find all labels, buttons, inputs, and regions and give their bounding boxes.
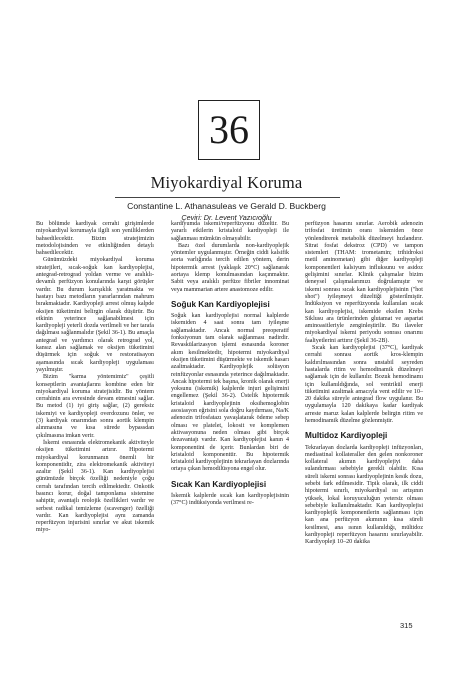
text-column-3 xyxy=(305,221,423,547)
paragraph: İskemi esnasında elektromekanik aktiviteyle oksijen tüketimini artırır. Hipotermi miyokardiyal korunmanın önemli bir komponentidir, zira elektromekanik aktiviteyi azaltır (Şekil 36-1). Kan kardiyoplejisi günümüzde birçok özelliği nedeniyle çoğu cerrah tarafından tercih edilmektedir. Onkotik basıncı korur, doğal tamponlama sistemine sahiptir, avantajlı reolojik özellikleri vardır ve serbest radikal temizleme (scavenger) özelliği vardır. Kan kardiyoplejisi aynı zamanda reperfüzyon injurisini sınırlar ve akut iskemik miyo- xyxy=(36,439,154,534)
paragraph: Tekrarlayan dozlarda kardiyopleji infüzyonları, mediastinal kollateraller den gelen nonkoroner kollateral akımın kardiyoplejiyi daha sulandırması sebebiyle gerekli olabilir. Kısa süreli iskemi sonrası kardiyoplejinin kesik dozu, sebebi fark edilmesidir. Tipik olarak, ilk ciddi hipotermi sınırlı, miyokardiyal ısı artışının yüksek, lokal koruyuculuğun yetersiz olması sebebiyle kullanılmaktadır. Kan kardiyoplejisi kardiyoplejik komponentlerin sağlanması için kan ana perfüzyon akımının kısa süreli kesilmesi, ana ısının kullanıldığı, mültidoz kardiyopleji reperfüzyon hasarını sınırlayabilir. Kardiyopleji 10–20 dakika xyxy=(305,444,423,546)
paragraph: Bizim "karma yöntemimiz" çeşitli konseptlerin avantajlarını kombine eden bir miyokardiyal koruma stratejisidir. Bu yöntem cerrahinin ara evresinde devam etmesini sağlar. Bu metod (1) iyi giriş sağlar, (2) gereksiz iskemiyi ve kardiyopleji overdozunu önler, ve (3) kardiyak onarımdan sonra aortik klempin alınmasına ve kısa sürede bypassdan çıkılmasına imkan verir. xyxy=(36,374,154,439)
chapter-authors: Constantine L. Athanasuleas ve Gerald D. Buckberg xyxy=(127,201,326,211)
section-heading-cold-blood: Soğuk Kan Kardiyoplejisi xyxy=(171,299,270,309)
paragraph: kardiyumda iskemi/reperfüzyonu düzeltir. Bu yararlı etkilerin kristaloid kardiyopleji ile sağlanması mümkün olmayabilir. xyxy=(171,221,289,242)
paragraph: İskemik kalplerde sıcak kan kardiyoplejisinin (37°C) indüksiyonda verilmesi re- xyxy=(171,492,289,507)
paragraph: Günümüzdeki miyokardiyal koruma stratejileri, sıcak-soğuk kan kardiyoplejisi, antegrad-retrograd yoldan verme ve aralıklı-devamlı perfüzyon konularında karşıt görüşler vardır. Bu durum karışıklık yaratmakta ve hastayı bazı metodların yararlarından mahrum bırakmaktadır. Kardiyopleji arrest olmuş kalpde oksijen tüketimini belirgin olarak düşürür. Bu etkinin yeterince sağlanabilmesi için kardiyopleji yeterli dozda verilmeli ve her tarafa dağılması sağlanmalıdır (Şekil 36-1). Bu amaçla antegrad ve yardımcı olarak retrograd yol, kansız alan sağlamak ve oksijen tüketimini düşürmek için soğuk ve restoratisayon aşamasında sıcak kardiyopleji uygulaması yayılmıştır. xyxy=(36,257,154,373)
text-column-1 xyxy=(36,221,154,535)
paragraph: Soğuk kan kardiyoplejisi normal kalplerde iskemiden 4 saat sonra tam iyileşme sağlamaktadır. Ancak normal preoperatif fonksiyonun tam olarak sağlanması nadirdir. Revaskülarizasyon işlemi esnasında koroner akım kesilmektedir, hipotermi miyokardiyal oksijen tüketimini düşürmekte ve iskemik hasarı azaltmaktadır. Kardiyoplejik solüsyon reinfüzyonlar esnasında yeterince dağılmaktadır. Ancak hipotermi tek başına, kronik olarak enerji yoksunu (iskemik) kalplerde injuri gelişimini engellemez (Şekil 36-2). Üstelik hipotermik kristaloid kardiyoplejinin oksihemoglobin asosiasyon eğrisini sola doğru kaydırması, Na/K adenozin trifosfatazı yavaşlatarak ödeme sebep olması ve platelet, lokosit ve komplemen aktivasyonuna neden olması gibi birçok dezavantajı vardır. Kan kardiyoplejisi kanın 4 komponentini de içerir. Bunlardan biri de kristaloid komponenttir. Bu hipotermik kristaloid kardiyoplejinin tekrarlayan dozlarında ortaya çıkan hemodilüsyona engel olur. xyxy=(171,313,289,473)
page-number: 315 xyxy=(400,621,413,630)
section-heading-multidose: Multidoz Kardiyopleji xyxy=(305,431,388,441)
chapter-number-box xyxy=(198,100,260,160)
section-heading-warm-blood: Sıcak Kan Kardiyoplejisi xyxy=(171,479,267,489)
paragraph: Bu bölümde kardiyak cerrahi girişimlerde miyokardiyal korumayla ilgili son yeniliklerden bahsedilecektir. Bizim stratejimizin metodolojisinden ve etkinliğinden detaylı bahsedilecektir. xyxy=(36,221,154,257)
chapter-translator: Çeviri: Dr. Levent Yazıcıoğlu xyxy=(181,213,272,222)
paragraph: Bazı özel durumlarda non-kardiyoplejik yöntemler uygulanmıştır. Örneğin ciddi kalsifik aorta varlığında tercih edilen yöntem, derin hipotermik arrest (yaklaşık 20°C) sağlanarak aortaya klemp konulmasından kaçınmaktır. Sabit veya aralıklı perfüze fibriler innominat veya mammarian artere anastomoze edilir. xyxy=(171,242,289,293)
text-column-2 xyxy=(171,221,289,508)
paragraph: Sıcak kan kardiyoplejisi (37°C), kardiyak cerrahi sonrası aortik kros-klempin kaldırılmasından sonra unstabil seyreden hastalarda ritim ve hemodinamik düzelmeyi sağlamak için de kullanılır. Bozuk hemodinamı için kullanıldığında, sol ventrikül enerji tüketimini azaltmak amacıyla vent edilir ve 10–20 dakika süreyle antegrad flow uygulanır. Bu uygulamayla 120 dakikaya kadar kardiyak arreste maruz kalan kalplerde belirgin ritim ve hemodinamik düzelme gözlenmiştir. xyxy=(305,345,423,425)
chapter-title: Miyokardiyal Koruma xyxy=(150,173,303,192)
title-divider xyxy=(115,197,340,198)
paragraph: perfüzyon hasarını sınırlar. Aerobik adenozin trifosfat üretimin oranı iskemiden önce yönlendirerek metabolik düzelmeyi hızlandırır. Sitrat fosfat dekstroz (CPD) ve tampon sistemleri (THAM: trometamin; trihidroksi metil aminometan) gibi diğer kardiyopleji komponentleri kalsiyum influksunu ve asidoz gelişimini sınırlar. Klinik çalışmalar bizim deneysel çalışmalarımızı doğrulamıştır ve iskemi sonrası sıcak kan kardiyoplejisinin ("hot shot") iyileşmeyi düzeltiği gösterilmiştir. İndüksiyon ve reperfüzyonda kullanılan sıcak kan kardiyoplejisi, iskemide eksilen Krebs Siklusu ara ürünlerinden glutamat ve aspartat aminoasitleriyle zenginleştirilir. Bu ilaveler miyokardiyal iskemi periyodu sonrası onarımı faaliyetlerini arttırır (Şekil 36-2B). xyxy=(305,221,423,344)
chapter-number: 36 xyxy=(209,107,249,152)
